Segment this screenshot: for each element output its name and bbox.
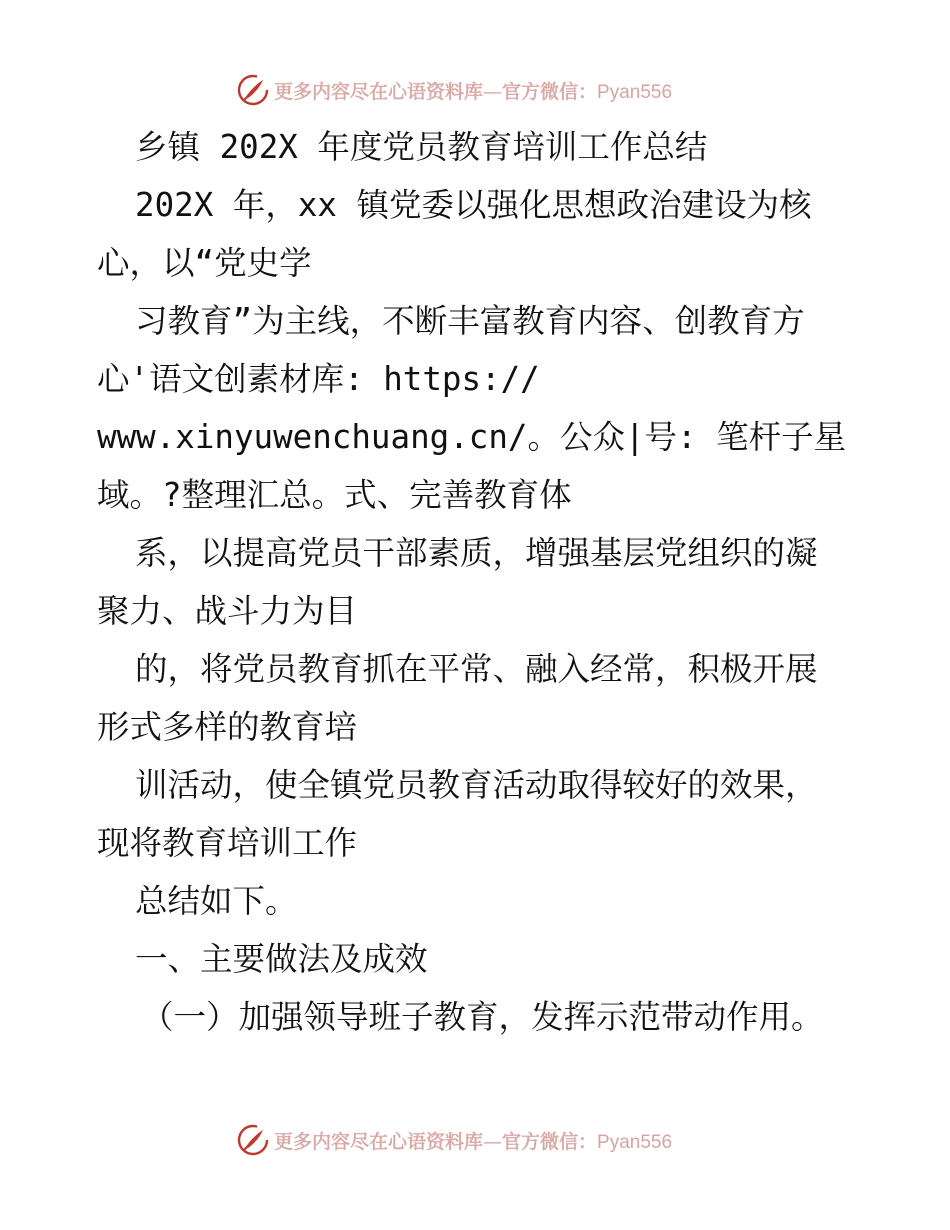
watermark-text: 更多内容尽在心语资料库—官方微信：Pyan556 (274, 1130, 673, 1153)
paragraph-line: 形式多样的教育培 (97, 708, 358, 746)
paragraph-line: 的，将党员教育抓在平常、融入经常，积极开展 (135, 650, 818, 688)
section-heading: 一、主要做法及成效 (135, 940, 428, 978)
paragraph-line: 总结如下。 (135, 882, 298, 920)
header-watermark (236, 72, 716, 108)
quill-logo-icon (236, 1123, 270, 1157)
document-title: 乡镇 202X 年度党员教育培训工作总结 (135, 128, 708, 166)
paragraph-line: 习教育”为主线，不断丰富教育内容、创教育方 (135, 302, 805, 340)
quill-logo-icon (236, 73, 270, 107)
paragraph-line: 心'语文创素材库: https:// (97, 360, 540, 398)
paragraph-line: 聚力、战斗力为目 (97, 592, 358, 630)
document-body (97, 118, 877, 1046)
paragraph-line: www.xinyuwenchuang.cn/。公众|号: 笔杆子星 (97, 418, 847, 456)
paragraph-line: 训活动，使全镇党员教育活动取得较好的效果， (135, 766, 818, 804)
paragraph-line: 现将教育培训工作 (97, 824, 358, 862)
watermark-text: 更多内容尽在心语资料库—官方微信：Pyan556 (274, 80, 673, 103)
subsection-heading: （一）加强领导班子教育，发挥示范带动作用。 (141, 998, 824, 1036)
paragraph-line: 域。?整理汇总。式、完善教育体 (97, 476, 572, 514)
paragraph-line: 202X 年，xx 镇党委以强化思想政治建设为核 (135, 186, 812, 224)
paragraph-line: 心，以“党史学 (97, 244, 312, 282)
paragraph-line: 系，以提高党员干部素质，增强基层党组织的凝 (135, 534, 818, 572)
footer-watermark (236, 1122, 716, 1158)
